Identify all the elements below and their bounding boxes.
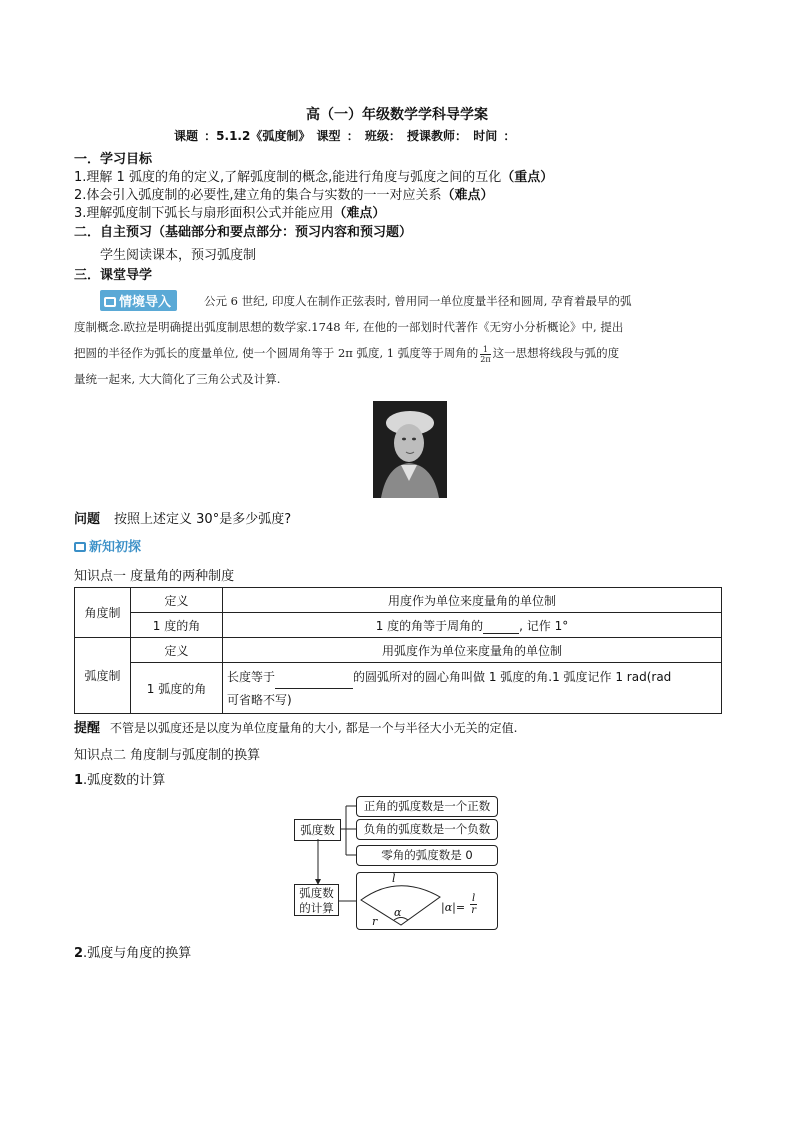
objective-3: [74, 202, 385, 221]
cell-one-degree: 1 度的角: [131, 613, 223, 638]
objective-3-tag: （难点）: [333, 206, 386, 221]
diagram-positive-box: 正角的弧度数是一个正数: [356, 796, 498, 817]
section-3-heading: 三．课堂导学: [74, 268, 153, 283]
question-text: 按照上述定义 30°是多少弧度?: [114, 512, 292, 527]
cell-angle-system: 角度制: [75, 588, 131, 638]
blank-fill: [275, 666, 353, 689]
diagram-negative-box: 负角的弧度数是一个负数: [356, 819, 498, 840]
formula-fraction: [470, 893, 477, 916]
intro-line-3a: 把圆的半径作为弧长的度量单位, 使一个圆周角等于 2π 弧度, 1 弧度等于周角的: [74, 346, 479, 360]
one-radian-c: 可省略不写): [227, 692, 292, 707]
sub1-num: 1: [74, 773, 84, 788]
cell-angle-def: 用度作为单位来度量角的单位制: [223, 588, 722, 613]
one-radian-b: 的圆弧所对的圆心角叫做 1 弧度的角.1 弧度记作 1 rad(rad: [353, 669, 672, 684]
subsection-2: 2.弧度与角度的换算: [74, 946, 192, 961]
sector-r-label: r: [372, 915, 378, 928]
angle-systems-table: [74, 587, 722, 714]
objective-1: [74, 166, 553, 185]
tip-text: 不管是以弧度还是以度为单位度量角的大小, 都是一个与半径大小无关的定值.: [110, 721, 518, 735]
objective-3-text: 3.理解弧度制下弧长与扇形面积公式并能应用: [74, 206, 334, 221]
one-radian-a: 长度等于: [227, 669, 276, 684]
sub2-num: 2: [74, 946, 84, 961]
question-row: [74, 508, 291, 527]
cell-one-radian-desc: [223, 663, 722, 714]
diagram-zero-box: 零角的弧度数是 0: [356, 845, 498, 866]
objective-2-tag: （难点）: [441, 188, 494, 203]
intro-line-1: 公元 6 世纪, 印度人在制作正弦表时, 曾用同一单位度量半径和圆周, 孕育着最早的弧: [204, 294, 632, 308]
page-title: 高（一）年级数学学科导学案: [306, 107, 488, 123]
intro-line-2: 度制概念.欧拉是明确提出弧度制思想的数学家.1748 年, 在他的一部划时代著作《无穷小分析概论》中, 提出: [74, 320, 624, 334]
formula-lhs: |α|=: [441, 901, 466, 914]
blank-fill: [483, 619, 519, 634]
formula-num: l: [472, 893, 476, 904]
objective-1-text: 1.理解 1 弧度的角的定义,了解弧度制的概念,能进行角度与弧度之间的互化: [74, 170, 502, 185]
cell-one-radian: 1 弧度的角: [131, 663, 223, 714]
intro-badge-label: 情境导入: [119, 295, 172, 310]
book-icon: [74, 542, 86, 552]
sector-l-label: l: [392, 872, 396, 885]
new-badge-label: 新知初探: [89, 540, 142, 555]
sub2-text: 弧度与角度的换算: [87, 946, 192, 961]
calc-a: 弧度数: [299, 886, 334, 900]
diagram-root-box: 弧度数: [294, 819, 341, 841]
tip-row: [74, 717, 517, 736]
intro-line-3b: 这一思想将线段与弧的度: [492, 346, 620, 360]
preview-body: 学生阅读课本，预习弧度制: [100, 248, 257, 263]
one-degree-desc-b: , 记作 1°: [519, 618, 569, 633]
calc-b: 的计算: [299, 901, 334, 915]
cell-radian-system: 弧度制: [75, 638, 131, 714]
cell-one-degree-desc: [223, 613, 722, 638]
section-1-heading: 一．学习目标: [74, 152, 153, 167]
intro-line-3: [74, 340, 724, 366]
objective-2: [74, 184, 494, 203]
euler-portrait: [373, 401, 447, 498]
intro-paragraph: [74, 288, 724, 392]
cell-definition-1: 定义: [131, 588, 223, 613]
tip-label: 提醒: [74, 721, 101, 736]
frac-num: 1: [480, 345, 490, 355]
lesson-info-line: 课题 ：5.1.2《弧度制》 课型 ： 班级： 授课教师： 时间 ：: [174, 129, 516, 143]
objective-1-tag: （重点）: [501, 170, 554, 185]
objective-2-text: 2.体会引入弧度制的必要性,建立角的集合与实数的一一对应关系: [74, 188, 442, 203]
knowledge-1-title: 知识点一 度量角的两种制度: [74, 569, 235, 584]
one-degree-desc-a: 1 度的角等于周角的: [375, 618, 484, 633]
one-over-two-pi: [480, 345, 490, 364]
subsection-1: 1.弧度数的计算: [74, 773, 166, 788]
cell-definition-2: 定义: [131, 638, 223, 663]
question-label: 问题: [74, 512, 101, 527]
diagram-calc-box: [294, 884, 339, 916]
frac-den: 2π: [480, 354, 491, 364]
sector-alpha-label: α: [394, 906, 402, 919]
formula-den: r: [471, 905, 476, 916]
section-2-heading: 二．自主预习（基础部分和要点部分：预习内容和预习题）: [74, 225, 413, 240]
intro-line-4: 量统一起来, 大大简化了三角公式及计算.: [74, 372, 281, 386]
knowledge-2-title: 知识点二 角度制与弧度制的换算: [74, 748, 261, 763]
new-knowledge-badge: [74, 536, 141, 555]
cell-radian-def: 用弧度作为单位来度量角的单位制: [223, 638, 722, 663]
sub1-text: 弧度数的计算: [87, 773, 166, 788]
